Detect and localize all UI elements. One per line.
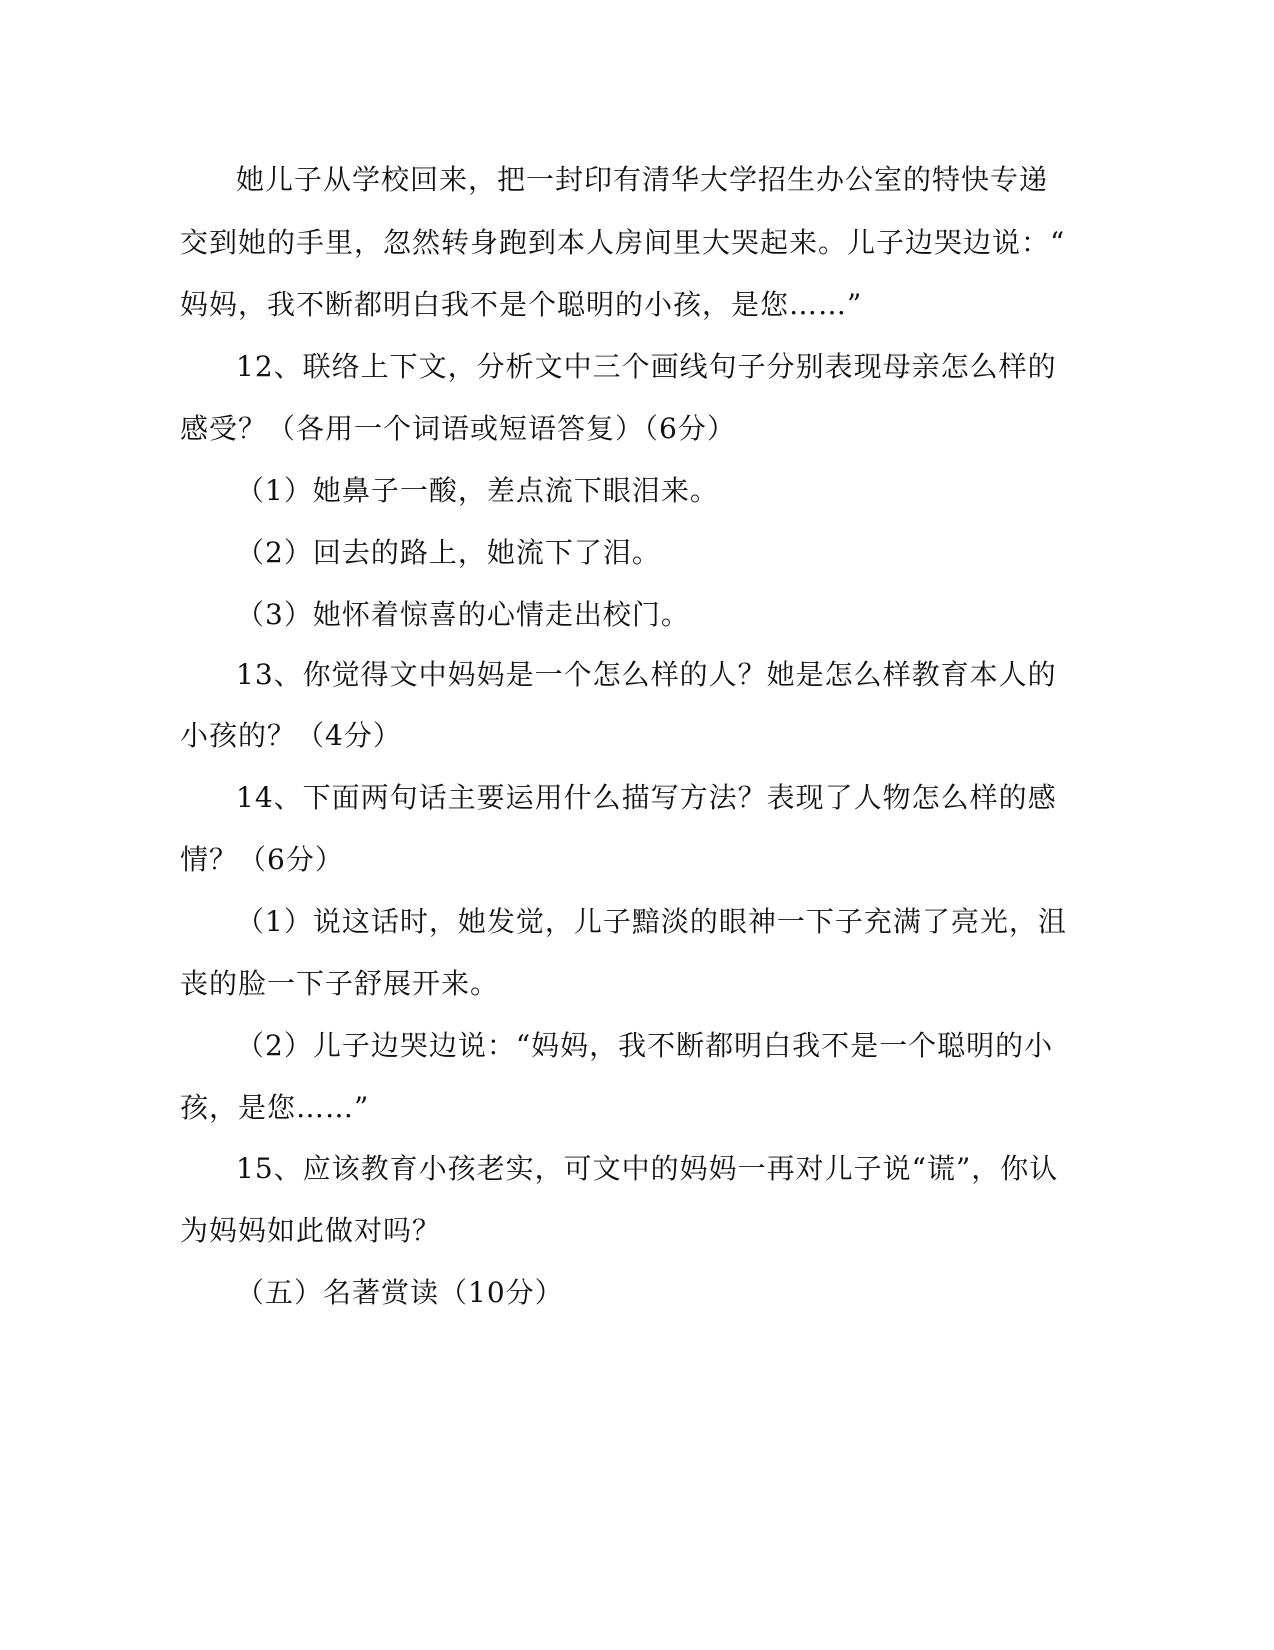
- paragraph-line-1: 她儿子从学校回来，把一封印有清华大学招生办公室的特快专递: [236, 163, 1049, 196]
- question-12-item-1: （1）她鼻子一酸，差点流下眼泪来。: [236, 474, 719, 507]
- paragraph-line-2: 交到她的手里，忽然转身跑到本人房间里大哭起来。儿子边哭边说：“: [180, 226, 1066, 259]
- question-13-line-2: 小孩的？（4分）: [180, 719, 402, 752]
- question-15-line-1: 15、应该教育小孩老实，可文中的妈妈一再对儿子说“谎”，你认: [236, 1152, 1059, 1185]
- question-12-item-2: （2）回去的路上，她流下了泪。: [236, 536, 661, 569]
- question-14-item-1-line-1: （1）说这话时，她发觉，儿子黯淡的眼神一下子充满了亮光，沮: [236, 905, 1067, 938]
- question-14-item-2-line-2: 孩，是您……”: [180, 1091, 370, 1124]
- section-heading-five: （五）名著赏读（10分）: [236, 1276, 564, 1309]
- question-12-line-1: 12、联络上下文，分析文中三个画线句子分别表现母亲怎么样的: [236, 350, 1057, 383]
- question-12-line-2: 感受？（各用一个词语或短语答复）（6分）: [180, 412, 736, 445]
- question-14-line-2: 情？（6分）: [180, 843, 344, 876]
- paragraph-line-3: 妈妈，我不断都明白我不是个聪明的小孩，是您……”: [180, 288, 863, 321]
- question-14-line-1: 14、下面两句话主要运用什么描写方法？表现了人物怎么样的感: [236, 781, 1057, 814]
- question-14-item-1-line-2: 丧的脸一下子舒展开来。: [180, 967, 500, 1000]
- question-12-item-3: （3）她怀着惊喜的心情走出校门。: [236, 598, 690, 631]
- question-14-item-2-line-1: （2）儿子边哭边说：“妈妈，我不断都明白我不是一个聪明的小: [236, 1029, 1054, 1062]
- question-13-line-1: 13、你觉得文中妈妈是一个怎么样的人？她是怎么样教育本人的: [236, 658, 1057, 691]
- question-15-line-2: 为妈妈如此做对吗？: [180, 1214, 442, 1247]
